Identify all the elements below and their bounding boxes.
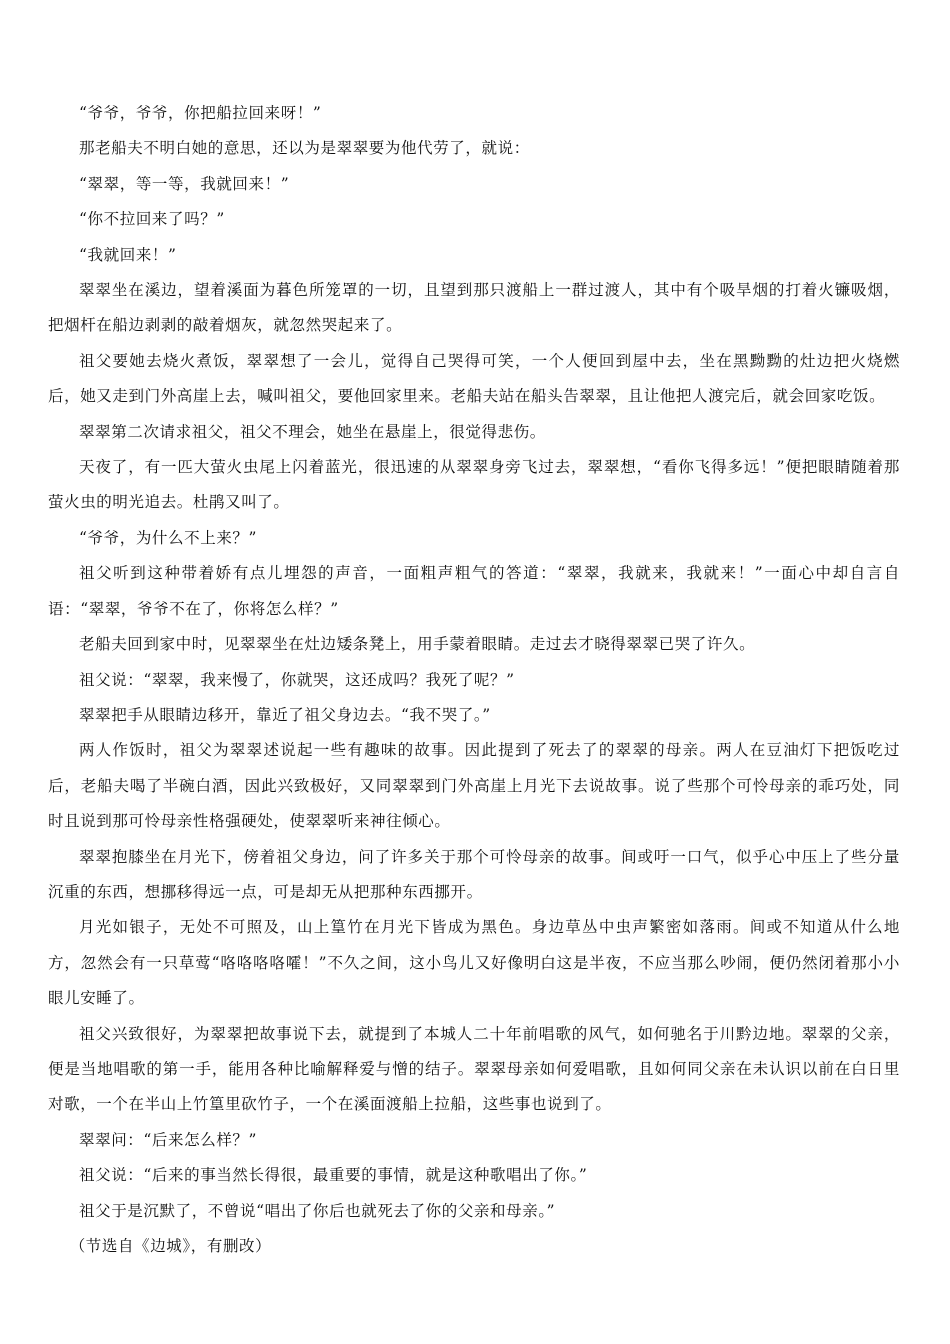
paragraph: 翠翠坐在溪边，望着溪面为暮色所笼罩的一切，且望到那只渡船上一群过渡人，其中有个吸旱烟的打着火镰吸烟，把烟杆在船边剥剥的敲着烟灰，就忽然哭起来了。 [48, 281, 900, 335]
paragraph: 天夜了，有一匹大萤火虫尾上闪着蓝光，很迅速的从翠翠身旁飞过去，翠翠想，“看你飞得多远！”便把眼睛随着那萤火虫的明光追去。杜鹃又叫了。 [48, 458, 900, 512]
paragraph: “翠翠，等一等，我就回来！” [79, 174, 290, 193]
paragraph: 翠翠把手从眼睛边移开，靠近了祖父身边去。“我不哭了。” [79, 705, 491, 724]
source-citation: （节选自《边城》，有删改） [69, 1237, 272, 1255]
paragraph: “爷爷，为什么不上来？” [79, 528, 258, 547]
paragraph: 祖父听到这种带着娇有点儿埋怨的声音，一面粗声粗气的答道：“翠翠，我就来，我就来！”一面心中却自言自语：“翠翠，爷爷不在了，你将怎么样？” [48, 564, 900, 618]
paragraph: 那老船夫不明白她的意思，还以为是翠翠要为他代劳了，就说： [79, 139, 530, 158]
paragraph: 翠翠问：“后来怎么样？” [79, 1130, 258, 1149]
paragraph: 翠翠第二次请求祖父，祖父不理会，她坐在悬崖上，很觉得悲伤。 [79, 422, 546, 441]
paragraph: 祖父要她去烧火煮饭，翠翠想了一会儿，觉得自己哭得可笑，一个人便回到屋中去，坐在黑黝黝的灶边把火烧燃后，她又走到门外高崖上去，喊叫祖父，要他回家里来。老船夫站在船头告翠翠，且让他把人渡完后，就会回家吃饭。 [48, 351, 900, 406]
paragraph: “你不拉回来了吗？” [79, 210, 225, 229]
paragraph: 祖父兴致很好，为翠翠把故事说下去，就提到了本城人二十年前唱歌的风气，如何驰名于川黔边地。翠翠的父亲，便是当地唱歌的第一手，能用各种比喻解释爱与憎的结子。翠翠母亲如何爱唱歌，且如何同父亲在未认识以前在白日里对歌，一个在半山上竹篁里砍竹子，一个在溪面渡船上拉船，这些事也说到了。 [48, 1024, 900, 1114]
paragraph: 祖父说：“后来的事当然长得很，最重要的事情，就是这种歌唱出了你。” [79, 1166, 588, 1185]
paragraph: 祖父说：“翠翠，我来慢了，你就哭，这还成吗？我死了呢？” [79, 670, 515, 689]
paragraph: “我就回来！” [79, 245, 177, 264]
paragraph: “爷爷，爷爷，你把船拉回来呀！” [79, 104, 322, 122]
paragraph: 月光如银子，无处不可照及，山上篁竹在月光下皆成为黑色。身边草丛中虫声繁密如落雨。间或不知道从什么地方，忽然会有一只草莺“咯咯咯咯嚯！”不久之间，这小鸟儿又好像明白这是半夜，不应当那么吵闹，便仍然闭着那小小眼儿安睡了。 [48, 918, 900, 1008]
paragraph: 老船夫回到家中时，见翠翠坐在灶边矮条凳上，用手蒙着眼睛。走过去才晓得翠翠已哭了许久。 [79, 635, 756, 654]
paragraph: 翠翠抱膝坐在月光下，傍着祖父身边，问了许多关于那个可怜母亲的故事。间或吁一口气，似乎心中压上了些分量沉重的东西，想挪移得远一点，可是却无从把那种东西挪开。 [48, 847, 900, 901]
document-page [48, 96, 900, 1264]
paragraph: 祖父于是沉默了，不曾说“唱出了你后也就死去了你的父亲和母亲。” [79, 1201, 556, 1220]
paragraph: 两人作饭时，祖父为翠翠述说起一些有趣味的故事。因此提到了死去了的翠翠的母亲。两人在豆油灯下把饭吃过后，老船夫喝了半碗白酒，因此兴致极好，又同翠翠到门外高崖上月光下去说故事。说了些那个可怜母亲的乖巧处，同时且说到那可怜母亲性格强硬处，使翠翠听来神往倾心。 [48, 741, 900, 831]
